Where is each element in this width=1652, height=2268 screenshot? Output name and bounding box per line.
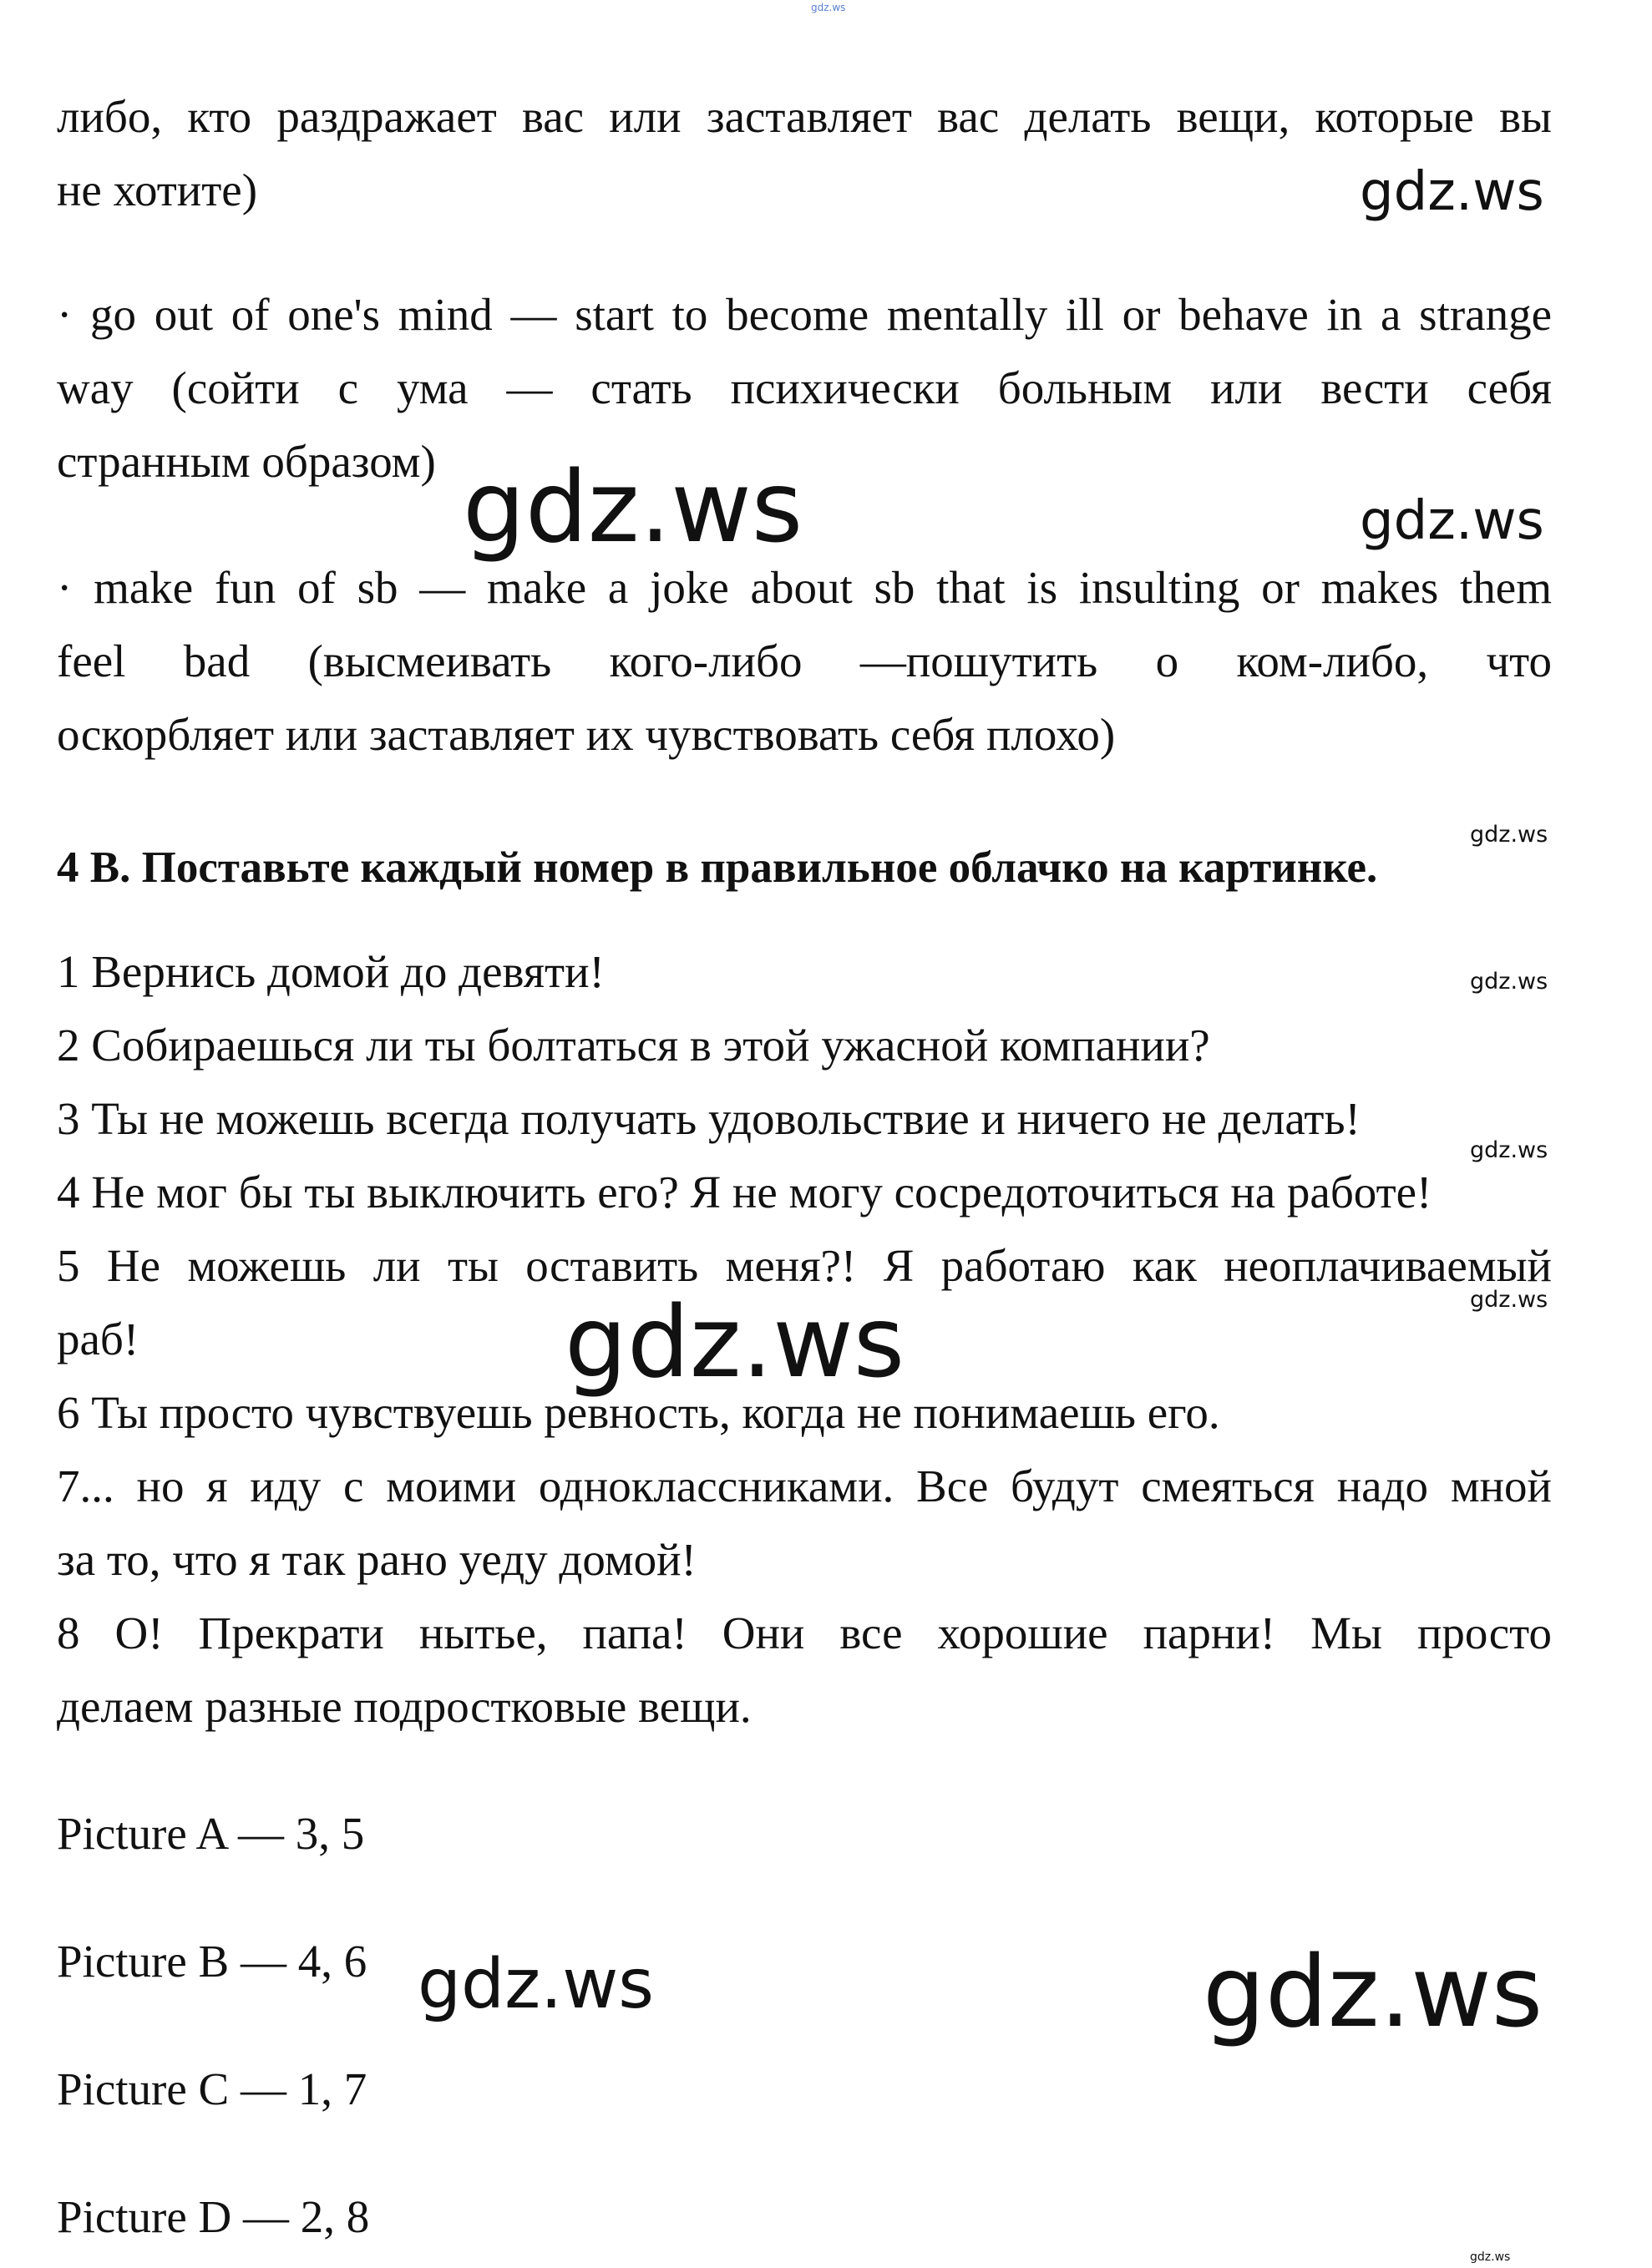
watermark: gdz.ws (1203, 1934, 1543, 2049)
task-item-5-line-1: 5 Не можешь ли ты оставить меня?! Я работаю как неоплачиваемый (57, 1240, 1552, 1291)
answer-picture-b: Picture B — 4, 6 (57, 1936, 367, 1987)
top-watermark: gdz.ws (811, 2, 846, 13)
task-item-5-line-2: раб! (57, 1314, 139, 1364)
paragraph-3-line-3: оскорбляет или заставляет их чувствовать себя плохо) (57, 709, 1116, 760)
paragraph-2-line-1: · go out of one's mind — start to become mentally ill or behave in a strange (57, 289, 1552, 340)
watermark: gdz.ws (1470, 2250, 1511, 2264)
watermark: gdz.ws (1470, 822, 1548, 848)
task-item-8-line-2: делаем разные подростковые вещи. (57, 1681, 752, 1732)
task-item-3: 3 Ты не можешь всегда получать удовольствие и ничего не делать! (57, 1093, 1361, 1144)
answer-picture-a: Picture A — 3, 5 (57, 1808, 365, 1859)
answer-picture-c: Picture C — 1, 7 (57, 2063, 367, 2114)
task-item-8-line-1: 8 О! Прекрати нытье, папа! Они все хорошие парни! Мы просто (57, 1607, 1552, 1658)
watermark: gdz.ws (1470, 1287, 1548, 1313)
paragraph-1-line-1: либо, кто раздражает вас или заставляет вас делать вещи, которые вы (57, 91, 1552, 142)
watermark: gdz.ws (1470, 1137, 1548, 1163)
task-item-2: 2 Собираешься ли ты болтаться в этой ужасной компании? (57, 1020, 1210, 1071)
watermark: gdz.ws (1360, 490, 1544, 552)
paragraph-2-line-3: странным образом) (57, 436, 436, 487)
task-item-6: 6 Ты просто чувствуешь ревность, когда не понимаешь его. (57, 1387, 1220, 1438)
watermark: gdz.ws (1360, 161, 1544, 223)
watermark: gdz.ws (463, 449, 803, 564)
answer-picture-d: Picture D — 2, 8 (57, 2191, 370, 2242)
watermark: gdz.ws (565, 1284, 905, 1400)
watermark: gdz.ws (418, 1945, 654, 2024)
watermark: gdz.ws (1470, 969, 1548, 995)
task-item-1: 1 Вернись домой до девяти! (57, 946, 605, 997)
paragraph-3-line-2: feel bad (высмеивать кого-либо —пошутить о ком-либо, что (57, 635, 1552, 686)
paragraph-2-line-2: way (сойти с ума — стать психически больным или вести себя (57, 362, 1552, 413)
paragraph-1-line-2: не хотите) (57, 165, 258, 215)
task-heading: 4 B. Поставьте каждый номер в правильное облачко на картинке. (57, 843, 1378, 892)
task-item-7-line-2: за то, что я так рано уеду домой! (57, 1534, 697, 1585)
task-item-7-line-1: 7... но я иду с моими одноклассниками. Все будут смеяться надо мной (57, 1461, 1552, 1511)
task-item-4: 4 Не мог бы ты выключить его? Я не могу сосредоточиться на работе! (57, 1167, 1432, 1218)
paragraph-3-line-1: · make fun of sb — make a joke about sb that is insulting or makes them (57, 562, 1552, 613)
